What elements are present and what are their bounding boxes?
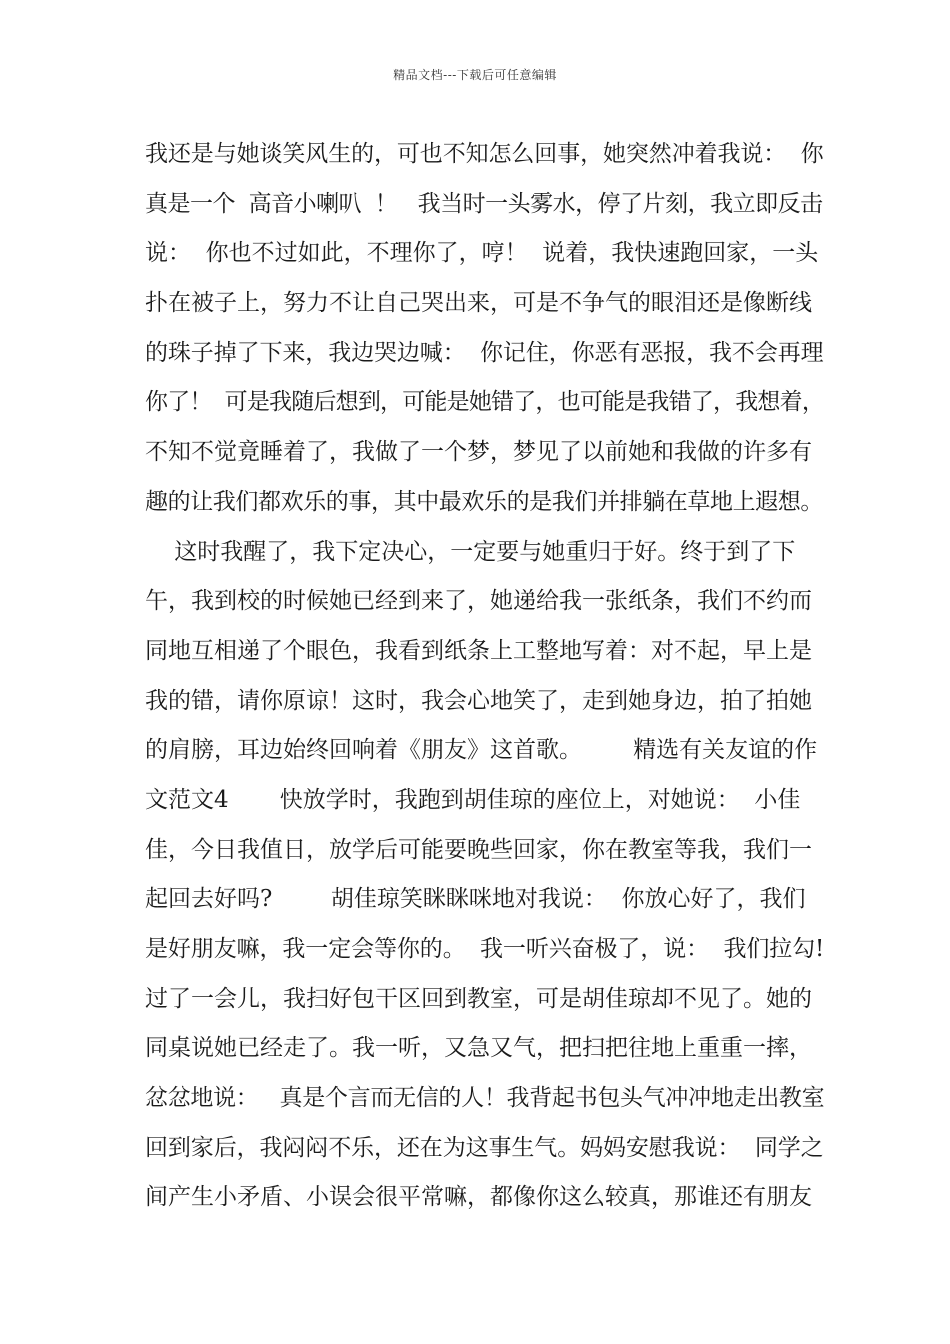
text-line: 是好朋友嘛，我一定会等你的。 我一听兴奋极了，说： 我们拉勾! — [145, 936, 825, 962]
body-text — [145, 130, 825, 1223]
text-line: 我还是与她谈笑风生的，可也不知怎么回事，她突然冲着我说： 你 — [145, 141, 824, 167]
text-line: 你了！ 可是我随后想到，可能是她错了，也可能是我错了，我想着， — [145, 389, 825, 416]
text-line: 忿忿地说： 真是个言而无信的人！我背起书包头气冲冲地走出教室 — [145, 1085, 825, 1112]
text-line: 这时我醒了，我下定决心，一定要与她重归于好。终于到了下 — [145, 538, 796, 565]
text-line: 回到家后，我闷闷不乐，还在为这事生气。妈妈安慰我说： 同学之 — [145, 1134, 824, 1161]
text-line: 佳，今日我值日，放学后可能要晚些回家，你在教室等我，我们一 — [145, 836, 812, 863]
text-line: 真是一个 高音小喇叭 ！ 我当时一头雾水，停了片刻，我立即反击 — [145, 190, 823, 217]
text-line: 间产生小矛盾、小误会很平常嘛，都像你这么较真，那谁还有朋友 — [145, 1184, 812, 1211]
text-line: 扑在被子上，努力不让自己哭出来，可是不争气的眼泪还是像断线 — [145, 290, 812, 317]
text-line: 过了一会儿，我扫好包干区回到教室，可是胡佳琼却不见了。她的 — [145, 985, 812, 1012]
text-line: 我的错，请你原谅！这时，我会心地笑了，走到她身边，拍了拍她 — [145, 687, 812, 714]
text-line: 的珠子掉了下来，我边哭边喊： 你记住，你恶有恶报，我不会再理 — [145, 339, 824, 366]
text-line: 同桌说她已经走了。我一听，又急又气，把扫把往地上重重一摔， — [145, 1035, 812, 1062]
text-line: 说： 你也不过如此，不理你了，哼！ 说着，我快速跑回家，一头 — [145, 240, 819, 267]
text-line: 午，我到校的时候她已经到来了，她递给我一张纸条，我们不约而 — [145, 588, 812, 615]
page-header: 精品文档---下载后可任意编辑 — [393, 68, 557, 82]
text-line: 起回去好吗? 胡佳琼笑眯眯咪地对我说： 你放心好了，我们 — [145, 886, 806, 913]
text-line: 的肩膀，耳边始终回响着《朋友》这首歌。 精选有关友谊的作 — [145, 737, 818, 764]
text-line: 同地互相递了个眼色，我看到纸条上工整地写着：对不起，早上是 — [145, 637, 812, 664]
text-line: 趣的让我们都欢乐的事，其中最欢乐的是我们并排躺在草地上遐想。 — [145, 488, 824, 515]
text-line: 文范文4 快放学时，我跑到胡佳琼的座位上，对她说： 小佳 — [145, 786, 801, 813]
text-line: 不知不觉竟睡着了，我做了一个梦，梦见了以前她和我做的许多有 — [145, 439, 812, 466]
